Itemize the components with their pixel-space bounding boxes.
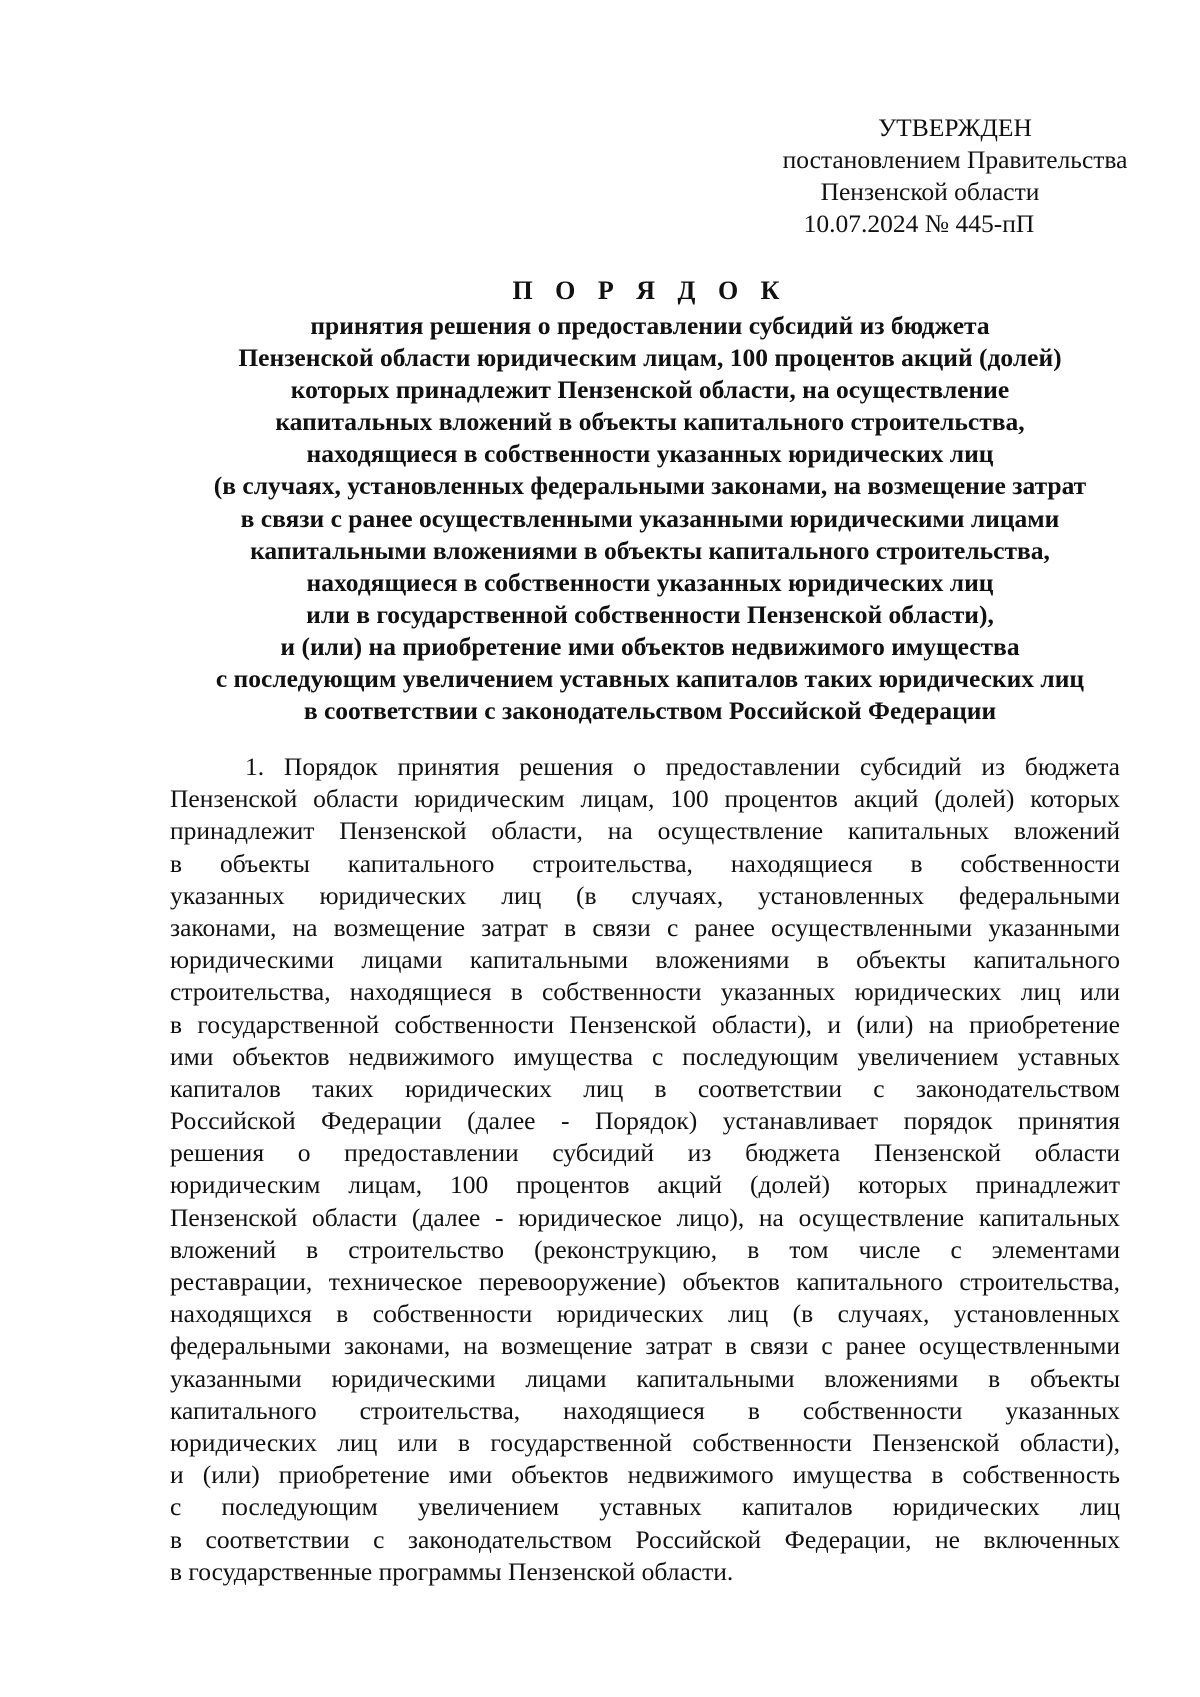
paragraph-line: 1. Порядок принятия решения о предоставлении субсидий из бюджета	[245, 752, 1120, 781]
approval-date-number: 10.07.2024 № 445-пП	[803, 209, 1035, 238]
subtitle-line: в соответствии с законодательством Российской Федерации	[303, 696, 997, 726]
subtitle-line: с последующим увеличением уставных капиталов таких юридических лиц	[215, 664, 1085, 694]
subtitle-line: капитальных вложений в объекты капитального строительства,	[275, 407, 1025, 437]
approval-authority: постановлением Правительства	[782, 145, 1128, 174]
paragraph-line: указанных юридических лиц (в случаях, установленных федеральными	[170, 880, 1120, 910]
paragraph-line: указанными юридическими лицами капитальными вложениями в объекты	[170, 1363, 1120, 1393]
paragraph-line: капитального строительства, находящиеся в собственности указанных	[170, 1395, 1120, 1425]
paragraph-line: и (или) приобретение ими объектов недвижимого имущества в собственность	[170, 1460, 1120, 1490]
paragraph-line: реставрации, техническое перевооружение) объектов капитального строительства,	[170, 1267, 1120, 1296]
paragraph-line: Пензенской области юридическим лицам, 100 процентов акций (долей) которых	[170, 784, 1120, 814]
paragraph-line: Пензенской области (далее - юридическое лицо), на осуществление капитальных	[170, 1202, 1120, 1232]
paragraph-1	[170, 751, 1120, 1588]
subtitle-line: принятия решения о предоставлении субсидий из бюджета	[310, 311, 990, 340]
paragraph-line: в объекты капитального строительства, находящиеся в собственности	[170, 848, 1120, 878]
paragraph-line: законами, на возмещение затрат в связи с ранее осуществленными указанными	[170, 912, 1120, 942]
paragraph-line: юридическими лицами капитальными вложениями в объекты капитального	[170, 945, 1120, 975]
paragraph-line: с последующим увеличением уставных капиталов юридических лиц	[170, 1492, 1120, 1522]
paragraph-line: вложений в строительство (реконструкцию, в том числе с элементами	[170, 1234, 1120, 1264]
paragraph-line: решения о предоставлении субсидий из бюджета Пензенской области	[170, 1138, 1120, 1168]
paragraph-line: в государственной собственности Пензенской области), и (или) на приобретение	[170, 1009, 1120, 1039]
paragraph-line: юридическим лицам, 100 процентов акций (долей) которых принадлежит	[170, 1170, 1120, 1200]
paragraph-line: Российской Федерации (далее - Порядок) устанавливает порядок принятия	[170, 1106, 1120, 1136]
subtitle-line: в связи с ранее осуществленными указанными юридическими лицами	[240, 503, 1060, 533]
paragraph-line: юридических лиц или в государственной собственности Пензенской области),	[170, 1427, 1120, 1457]
paragraph-line: принадлежит Пензенской области, на осуществление капитальных вложений	[170, 816, 1120, 846]
document-subtitle	[150, 310, 1150, 727]
subtitle-line: и (или) на приобретение ими объектов недвижимого имущества	[280, 631, 1020, 661]
paragraph-line: находящихся в собственности юридических лиц (в случаях, установленных	[170, 1299, 1120, 1329]
paragraph-line: ими объектов недвижимого имущества с последующим увеличением уставных	[170, 1041, 1120, 1071]
paragraph-line: федеральными законами, на возмещение затрат в связи с ранее осуществленными	[170, 1331, 1120, 1361]
subtitle-line: капитальными вложениями в объекты капитального строительства,	[250, 535, 1050, 565]
document-heading	[150, 275, 1150, 727]
subtitle-line: которых принадлежит Пензенской области, на осуществление	[290, 375, 1010, 405]
paragraph-line: в государственные программы Пензенской области.	[170, 1556, 734, 1586]
approval-status: УТВЕРЖДЕН	[878, 113, 1032, 142]
subtitle-line: находящиеся в собственности указанных юридических лиц	[306, 567, 994, 597]
subtitle-line: или в государственной собственности Пензенской области),	[306, 599, 994, 629]
approval-region: Пензенской области	[820, 177, 1040, 206]
approval-stamp	[735, 112, 1145, 240]
subtitle-line: (в случаях, установленных федеральными законами, на возмещение затрат	[213, 471, 1087, 501]
paragraph-line: в соответствии с законодательством Российской Федерации, не включенных	[170, 1524, 1120, 1554]
paragraph-line: капиталов таких юридических лиц в соответствии с законодательством	[170, 1073, 1120, 1103]
paragraph-line: строительства, находящиеся в собственности указанных юридических лиц или	[170, 977, 1120, 1007]
subtitle-line: Пензенской области юридическим лицам, 100 процентов акций (долей)	[238, 343, 1062, 373]
document-title: П О Р Я Д О К	[512, 276, 788, 305]
subtitle-line: находящиеся в собственности указанных юридических лиц	[306, 439, 994, 469]
